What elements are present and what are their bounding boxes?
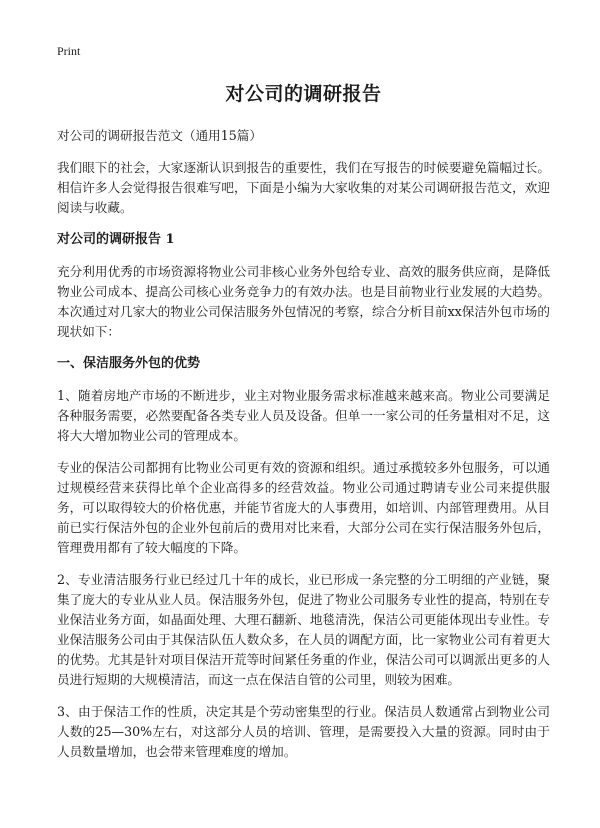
page-title: 对公司的调研报告 <box>225 83 382 105</box>
section-paragraph: 3、由于保洁工作的性质，决定其是个劳动密集型的行业。保洁员人数通常占到物业公司人数的25—30%左右，对这部分人员的培训、管理，是需要投入大量的资源。同时由于人员数量增加，也会带来管理难度的增加。 <box>57 704 550 759</box>
section-paragraph: 专业的保洁公司都拥有比物业公司更有效的资源和组织。通过承揽较多外包服务，可以通过规模经营来获得比单个企业高得多的经营效益。物业公司通过聘请专业公司来提供服务，可以取得较大的价格优惠，并能节省庞大的人事费用，如培训、内部管理费用。从目前已实行保洁外包的企业外包前后的费用对比来看，大部分公司在实行保洁服务外包后，管理费用都有了较大幅度的下降。 <box>57 460 550 555</box>
subtitle: 对公司的调研报告范文（通用15篇） <box>57 128 262 143</box>
report-paragraph: 充分利用优秀的市场资源将物业公司非核心业务外包给专业、高效的服务供应商，是降低物业公司成本、提高公司核心业务竞争力的有效办法。也是目前物业行业发展的大趋势。本次通过对几家大的物业公司保洁服务外包情况的考察，综合分析目前xx保洁外包市场的现状如下： <box>57 264 550 339</box>
intro-paragraph: 我们眼下的社会，大家逐渐认识到报告的重要性，我们在写报告的时候要避免篇幅过长。相信许多人会觉得报告很难写吧，下面是小编为大家收集的对某公司调研报告范文，欢迎阅读与收藏。 <box>57 160 550 215</box>
section-heading: 一、保洁服务外包的优势 <box>57 356 201 371</box>
report-heading: 对公司的调研报告 1 <box>57 232 175 247</box>
section-paragraph: 1、随着房地产市场的不断进步，业主对物业服务需求标准越来越来高。物业公司要满足各种服务需要，必然要配备各类专业人员及设备。但单一一家公司的任务量相对不足，这将大大增加物业公司的管理成本。 <box>57 388 550 443</box>
section-paragraph: 2、专业清洁服务行业已经过几十年的成长，业已形成一条完整的分工明细的产业链，聚集了庞大的专业从业人员。保洁服务外包，促进了物业公司服务专业性的提高，特别在专业保洁业务方面，如晶面处理、大理石翻新、地毯清洗，保洁公司更能体现出专业性。专业保洁服务公司由于其保洁队伍人数众多，在人员的调配方面，比一家物业公司有着更大的优势。尤其是针对项目保洁开荒等时间紧任务重的作业，保洁公司可以调派出更多的人员进行短期的大规模清洁，而这一点在保洁自管的公司里，则较为困难。 <box>57 572 550 687</box>
print-label: Print <box>57 44 81 58</box>
